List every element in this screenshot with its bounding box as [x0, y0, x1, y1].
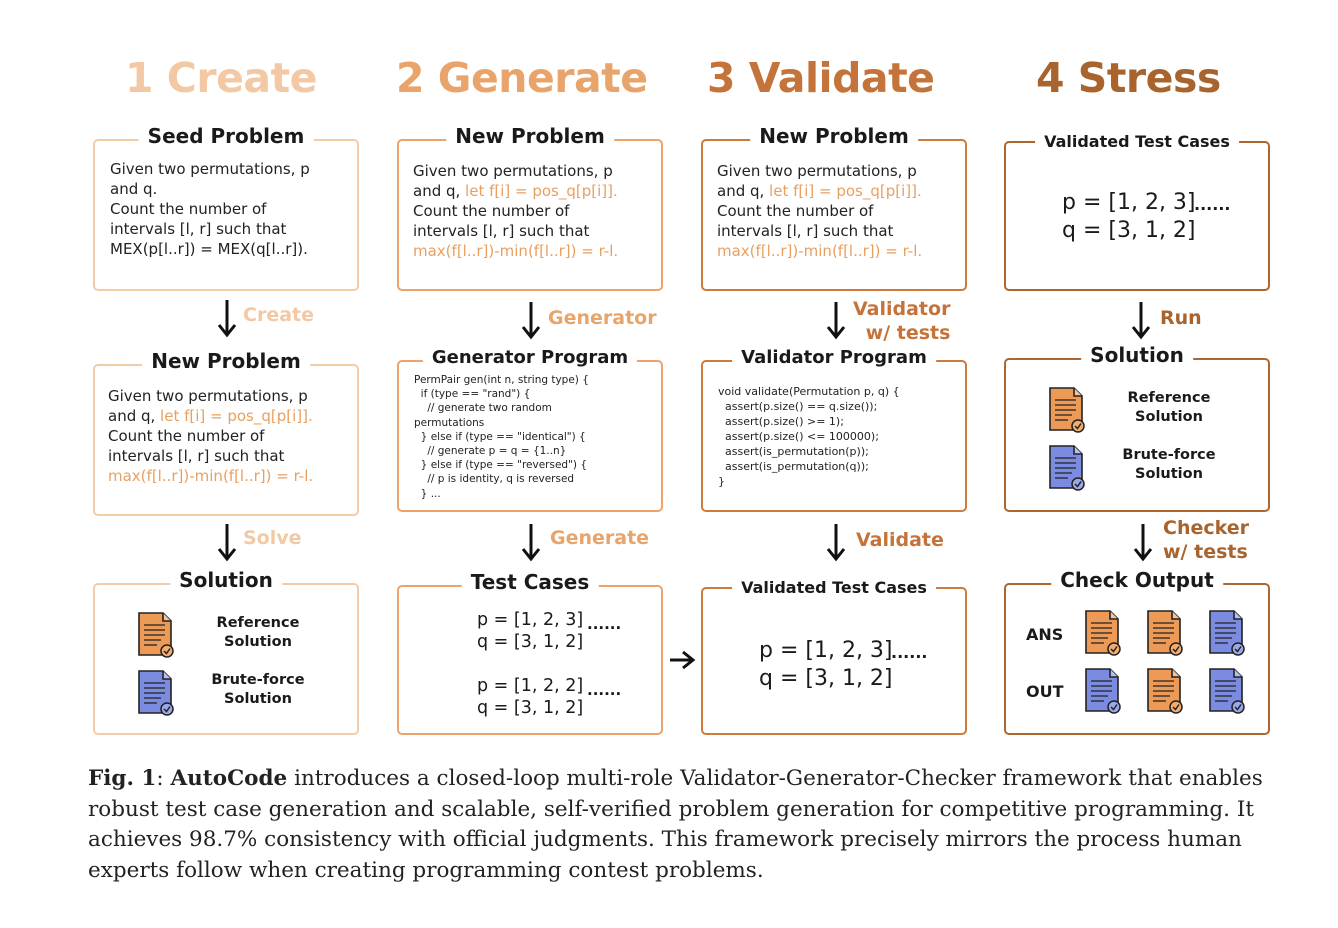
validated-test-case: p = [1, 2, 3] q = [3, 1, 2]: [1062, 190, 1196, 243]
new-problem-title: New Problem: [446, 124, 614, 148]
generator-program-title: Generator Program: [423, 347, 637, 368]
problem-line: and q, let f[i] = pos_q[p[i]].: [413, 182, 618, 200]
brute-force-doc-icon: [1048, 444, 1086, 492]
ans-reference-doc-icon: [1084, 609, 1122, 657]
problem-line: max(f[l..r])-min(f[l..r]) = r-l.: [108, 467, 314, 485]
ellipsis: ......: [891, 643, 928, 662]
arrow-down-icon: [825, 522, 847, 562]
check-output-title: Check Output: [1051, 568, 1223, 592]
solution-title: Solution: [1081, 343, 1193, 367]
validator-program-box: [701, 347, 967, 512]
arrow-down-icon: [1132, 522, 1154, 562]
solution-title: Solution: [170, 568, 282, 592]
reference-doc-icon: [137, 611, 175, 659]
seed-problem-text: [110, 159, 310, 259]
new-problem-text: [413, 161, 618, 261]
new-problem-text: [108, 386, 313, 486]
problem-line: max(f[l..r])-min(f[l..r]) = r-l.: [413, 242, 619, 260]
seed-line: and q.: [110, 180, 158, 198]
reference-solution-label: Reference Solution: [1127, 390, 1211, 425]
out-brute-force-doc-icon: [1208, 667, 1246, 715]
header-stress: 4 Stress: [1036, 54, 1221, 102]
out-reference-doc-icon: [1146, 667, 1184, 715]
out-brute-force-doc-icon: [1084, 667, 1122, 715]
check-output-box: [1004, 568, 1270, 735]
new-problem-box: [397, 124, 663, 291]
problem-line: and q, let f[i] = pos_q[p[i]].: [717, 182, 922, 200]
caption-line: achieves 98.7% consistency with official judgments. This framework precisely mirrors the process human: [88, 827, 1242, 852]
validated-test-cases-box: [1004, 132, 1270, 291]
ellipsis: ......: [587, 681, 622, 699]
test-cases-box: [397, 570, 663, 735]
problem-line: Given two permutations, p: [717, 162, 917, 180]
arrow-right-icon: [668, 649, 696, 671]
arrow-down-icon: [520, 522, 542, 562]
validated-test-cases-title: Validated Test Cases: [1035, 132, 1239, 151]
arrow-down-icon: [216, 298, 238, 338]
problem-line: intervals [l, r] such that: [717, 222, 894, 240]
arrow-label-checker: Checker w/ tests: [1163, 517, 1250, 563]
validated-test-cases-box: [701, 578, 967, 735]
out-label: OUT: [1026, 682, 1064, 701]
arrow-label-generate: Generate: [550, 527, 650, 549]
validated-test-case: p = [1, 2, 3] q = [3, 1, 2]: [759, 638, 893, 691]
ans-brute-force-doc-icon: [1208, 609, 1246, 657]
arrow-label-create: Create: [243, 304, 314, 326]
ans-label: ANS: [1026, 625, 1064, 644]
seed-line: Given two permutations, p: [110, 160, 310, 178]
header-validate: 3 Validate: [707, 54, 935, 102]
header-generate: 2 Generate: [396, 54, 648, 102]
problem-line: intervals [l, r] such that: [413, 222, 590, 240]
arrow-down-icon: [520, 300, 542, 340]
new-problem-title: New Problem: [750, 124, 918, 148]
reference-doc-icon: [1048, 386, 1086, 434]
validated-test-cases-title: Validated Test Cases: [732, 578, 936, 597]
arrow-label-validator: Validator w/ tests: [853, 298, 951, 344]
new-problem-box: [701, 124, 967, 291]
test-case-1: p = [1, 2, 3] q = [3, 1, 2]: [477, 610, 584, 652]
brute-force-solution-label: Brute-force Solution: [1122, 447, 1216, 482]
new-problem-text: [717, 161, 922, 261]
seed-line: Count the number of: [110, 200, 267, 218]
arrow-label-solve: Solve: [243, 527, 302, 549]
arrow-down-icon: [1130, 300, 1152, 340]
problem-line: Count the number of: [108, 427, 265, 445]
problem-line: max(f[l..r])-min(f[l..r]) = r-l.: [717, 242, 923, 260]
validator-code: void validate(Permutation p, q) { assert(p.size() == q.size()); assert(p.size() >= 1); assert(p.size() <= 100000); assert(is_permutation(p)); assert(is_permutation(q)); }: [718, 385, 900, 488]
caption-line: Fig. 1: AutoCode introduces a closed-loop multi-role Validator-Generator-Checker framework that enables: [88, 766, 1263, 791]
ellipsis: ......: [1194, 195, 1231, 214]
brute-force-doc-icon: [137, 669, 175, 717]
new-problem-box: [93, 349, 359, 516]
ans-reference-doc-icon: [1146, 609, 1184, 657]
seed-line: intervals [l, r] such that: [110, 220, 287, 238]
problem-line: intervals [l, r] such that: [108, 447, 285, 465]
figure-caption: [88, 764, 1283, 886]
new-problem-title: New Problem: [142, 349, 310, 373]
generator-code: PermPair gen(int n, string type) { if (type == "rand") { // generate two random permutations } else if (type == "identical") { // generate p = q = {1..n} } else if (type == "reversed") { // p is identity, q is reversed } ...: [414, 374, 589, 500]
test-case-2: p = [1, 2, 2] q = [3, 1, 2]: [477, 676, 584, 718]
problem-line: Count the number of: [717, 202, 874, 220]
problem-line: Given two permutations, p: [413, 162, 613, 180]
problem-line: Count the number of: [413, 202, 570, 220]
ellipsis: ......: [587, 615, 622, 633]
arrow-down-icon: [216, 522, 238, 562]
problem-line: Given two permutations, p: [108, 387, 308, 405]
caption-line: robust test case generation and scalable, self-verified problem generation for competitive programming. It: [88, 796, 1254, 822]
solution-box: [1004, 343, 1270, 512]
arrow-label-validate: Validate: [856, 529, 944, 551]
arrow-down-icon: [825, 300, 847, 340]
seed-problem-title: Seed Problem: [139, 124, 314, 148]
arrow-label-run: Run: [1160, 307, 1202, 329]
header-create: 1 Create: [125, 54, 317, 102]
arrow-label-generator: Generator: [548, 307, 657, 329]
generator-program-box: [397, 347, 663, 512]
brute-force-solution-label: Brute-force Solution: [211, 672, 305, 707]
seed-problem-box: [93, 124, 359, 291]
seed-line: MEX(p[l..r]) = MEX(q[l..r]).: [110, 240, 308, 258]
problem-line: and q, let f[i] = pos_q[p[i]].: [108, 407, 313, 425]
validator-program-title: Validator Program: [732, 347, 936, 368]
caption-line: experts follow when creating programming contest problems.: [88, 857, 764, 883]
reference-solution-label: Reference Solution: [216, 615, 300, 650]
solution-box: [93, 568, 359, 735]
test-cases-title: Test Cases: [462, 570, 599, 594]
